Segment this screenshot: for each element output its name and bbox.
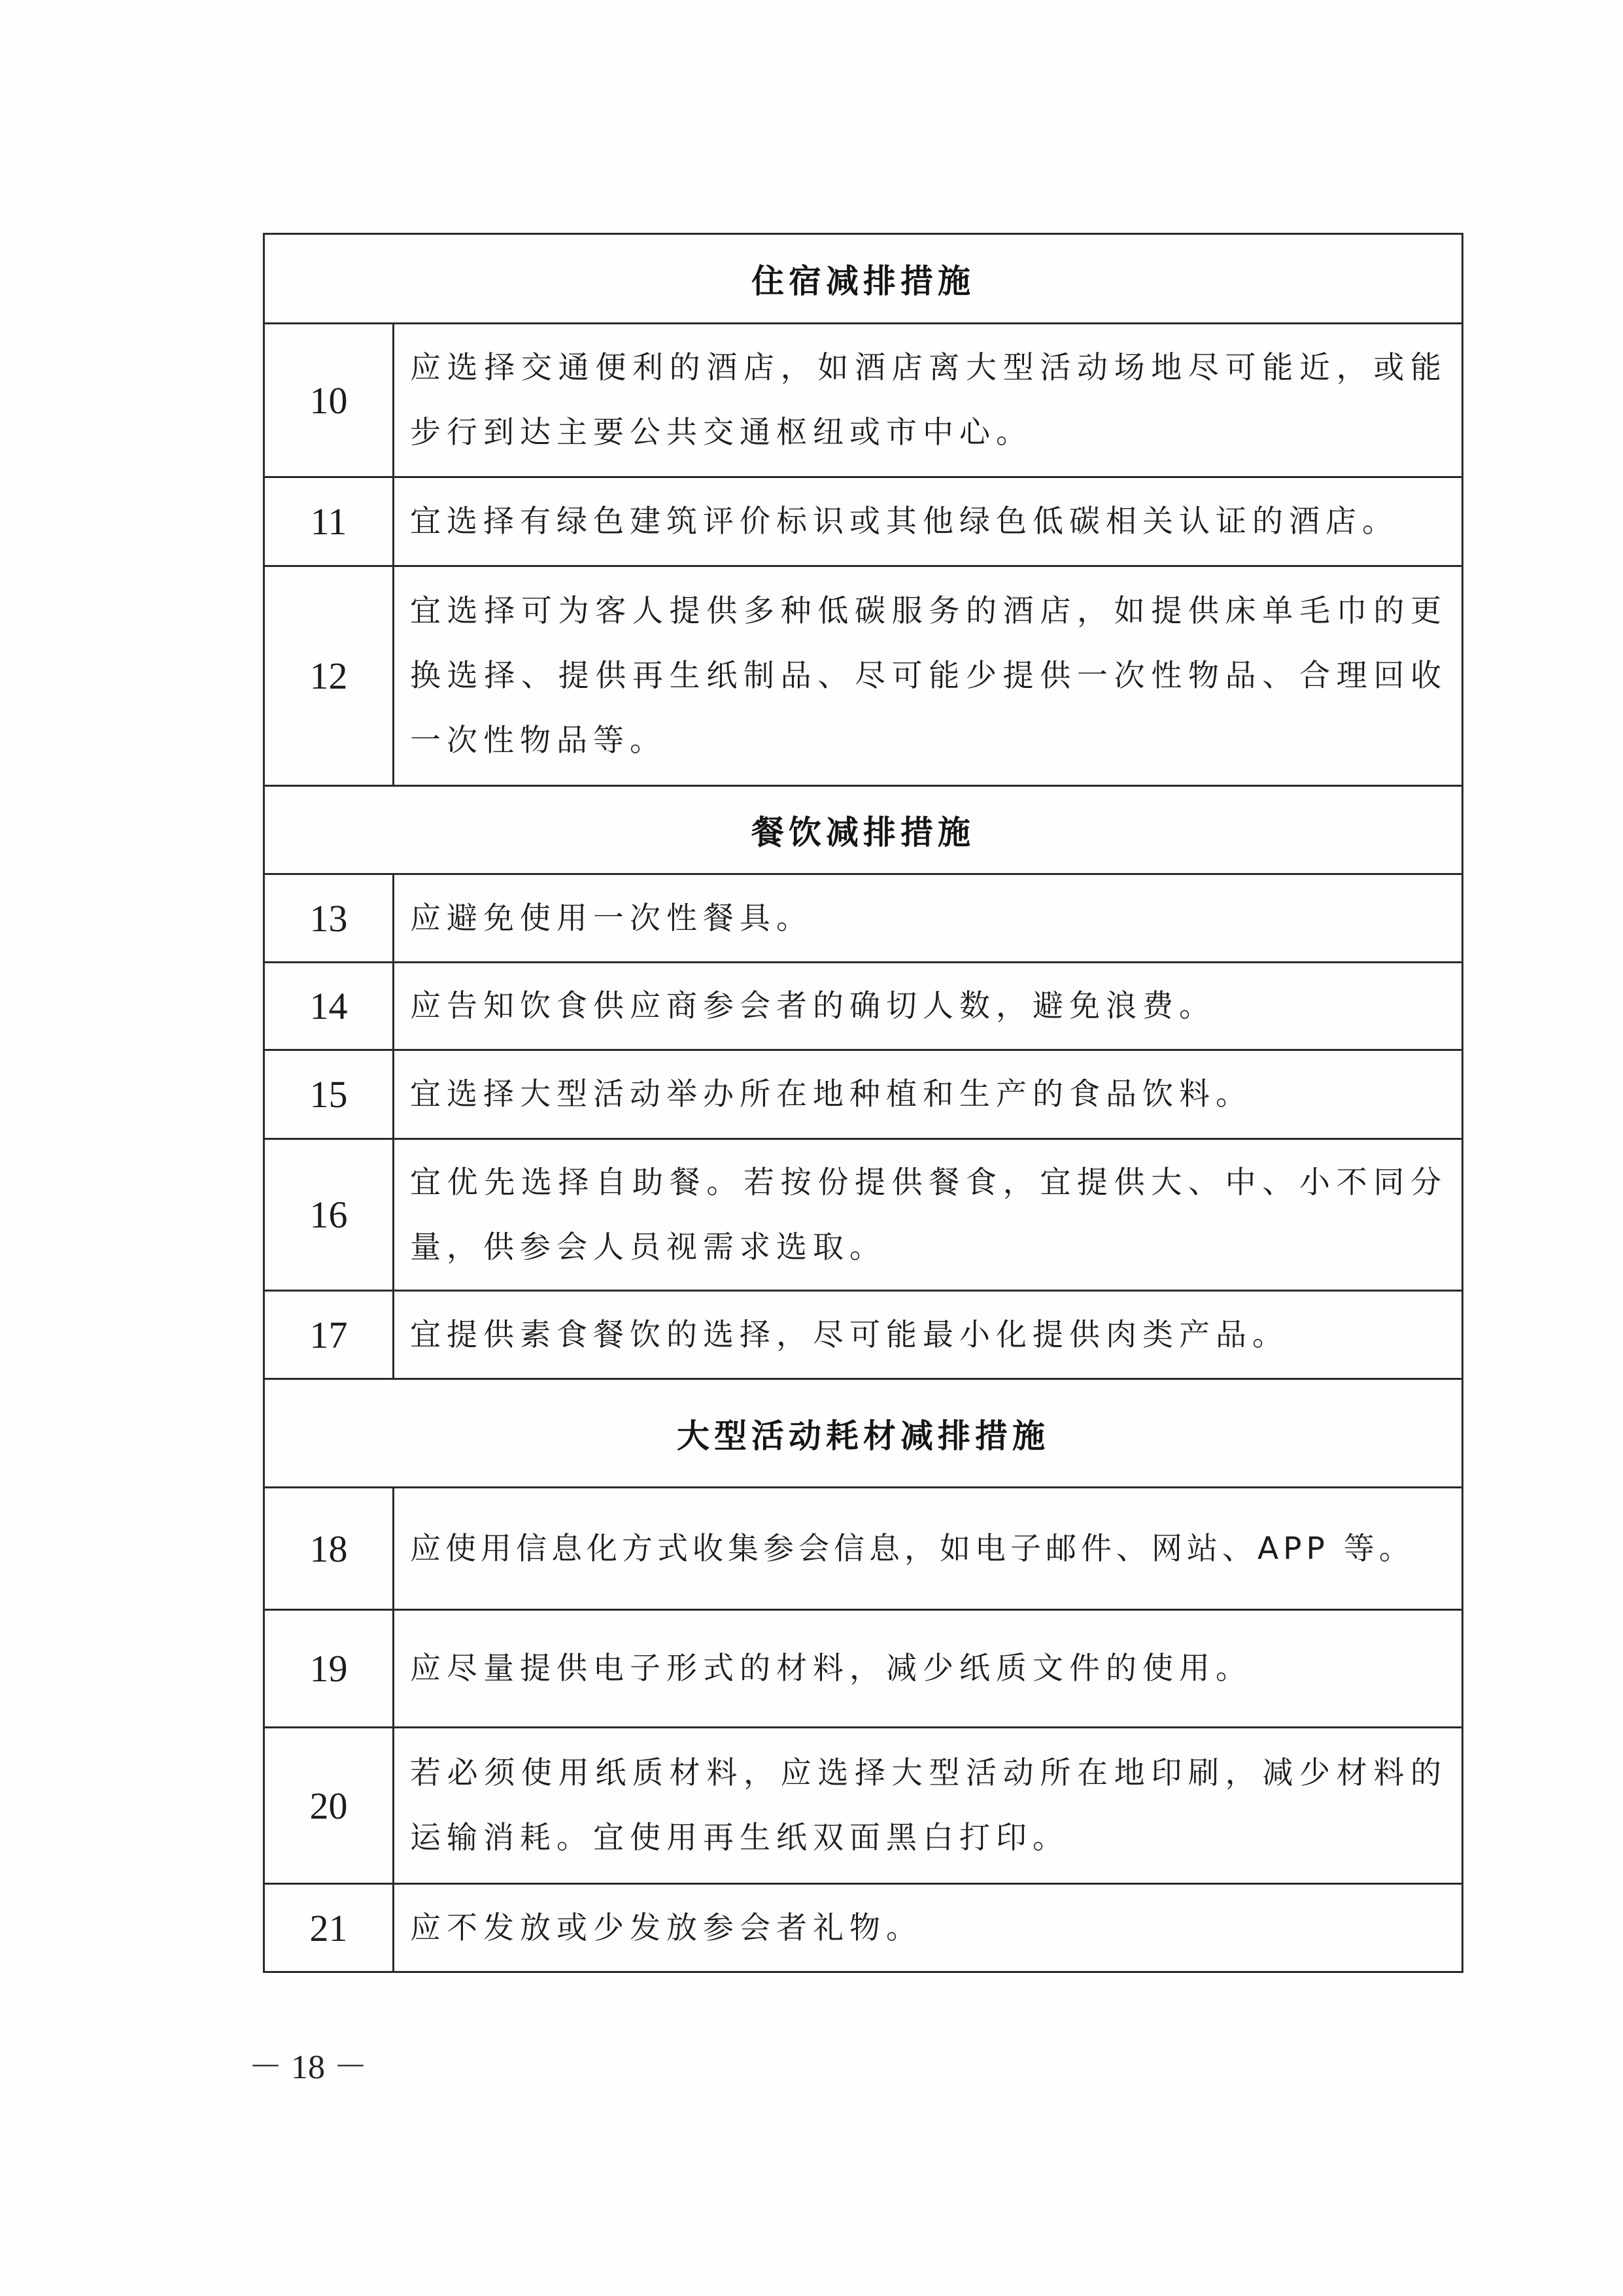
table-row	[264, 1488, 1463, 1610]
row-number: 20	[264, 1728, 394, 1884]
section-header-row	[264, 1379, 1463, 1488]
row-text: 应选择交通便利的酒店，如酒店离大型活动场地尽可能近，或能步行到达主要公共交通枢纽或市中心。	[394, 324, 1463, 477]
table-row	[264, 1610, 1463, 1728]
table-row	[264, 1291, 1463, 1379]
row-number: 18	[264, 1488, 394, 1610]
row-number: 21	[264, 1884, 394, 1972]
row-number: 13	[264, 874, 394, 963]
row-text: 应告知饮食供应商参会者的确切人数，避免浪费。	[394, 963, 1463, 1050]
row-text: 宜选择有绿色建筑评价标识或其他绿色低碳相关认证的酒店。	[394, 477, 1463, 566]
row-number: 11	[264, 477, 394, 566]
table-row	[264, 1050, 1463, 1139]
table-row	[264, 963, 1463, 1050]
page-number: － 18 －	[248, 2049, 368, 2086]
section-title-catering: 餐饮减排措施	[264, 786, 1463, 874]
table-row	[264, 477, 1463, 566]
row-number: 17	[264, 1291, 394, 1379]
row-text: 应尽量提供电子形式的材料，减少纸质文件的使用。	[394, 1610, 1463, 1728]
row-number: 15	[264, 1050, 394, 1139]
row-number: 14	[264, 963, 394, 1050]
section-header-row	[264, 234, 1463, 324]
row-text: 应不发放或少发放参会者礼物。	[394, 1884, 1463, 1972]
row-text: 宜提供素食餐饮的选择，尽可能最小化提供肉类产品。	[394, 1291, 1463, 1379]
table-row	[264, 324, 1463, 477]
table-row	[264, 1728, 1463, 1884]
row-text: 应避免使用一次性餐具。	[394, 874, 1463, 963]
section-title-materials: 大型活动耗材减排措施	[264, 1379, 1463, 1488]
section-header-row	[264, 786, 1463, 874]
table-row	[264, 566, 1463, 786]
row-number: 19	[264, 1610, 394, 1728]
row-text: 宜优先选择自助餐。若按份提供餐食，宜提供大、中、小不同分量，供参会人员视需求选取。	[394, 1139, 1463, 1291]
row-number: 12	[264, 566, 394, 786]
table-row	[264, 1884, 1463, 1972]
table-row	[264, 874, 1463, 963]
emission-measures-table	[263, 233, 1463, 1973]
row-text: 若必须使用纸质材料，应选择大型活动所在地印刷，减少材料的运输消耗。宜使用再生纸双面黑白打印。	[394, 1728, 1463, 1884]
row-text: 宜选择大型活动举办所在地种植和生产的食品饮料。	[394, 1050, 1463, 1139]
table-row	[264, 1139, 1463, 1291]
row-text: 应使用信息化方式收集参会信息，如电子邮件、网站、APP 等。	[394, 1488, 1463, 1610]
row-number: 16	[264, 1139, 394, 1291]
row-text: 宜选择可为客人提供多种低碳服务的酒店，如提供床单毛巾的更换选择、提供再生纸制品、尽可能少提供一次性物品、合理回收一次性物品等。	[394, 566, 1463, 786]
section-title-accommodation: 住宿减排措施	[264, 234, 1463, 324]
row-number: 10	[264, 324, 394, 477]
